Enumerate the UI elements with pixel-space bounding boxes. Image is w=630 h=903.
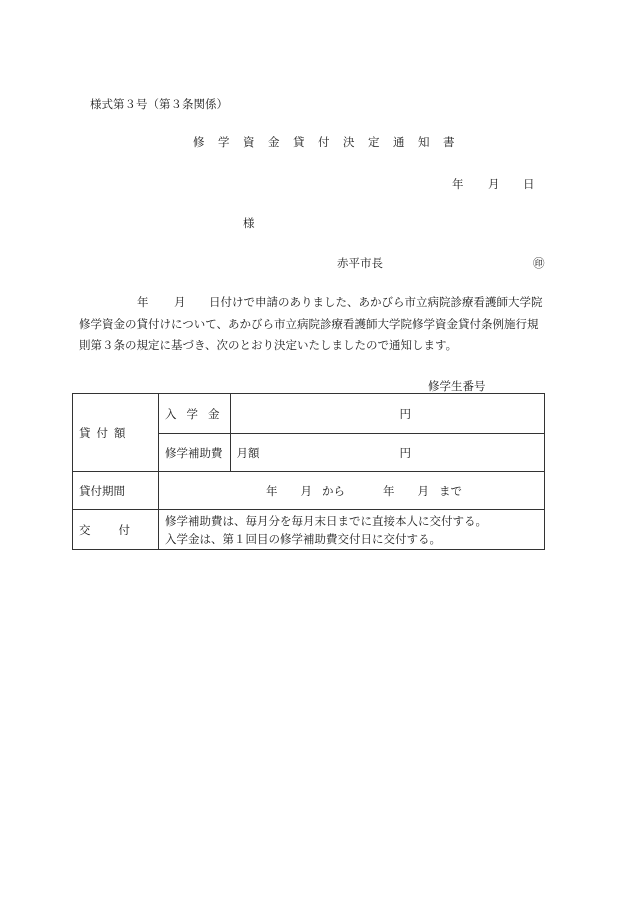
date-day: 日 <box>523 177 535 191</box>
seal-mark: ㊞ <box>533 256 545 270</box>
admission-fee-value: 円 <box>230 394 545 434</box>
document-title: 修学資金貸付決定通知書 <box>193 135 468 149</box>
study-aid-label: 修学補助費 <box>159 434 231 472</box>
admission-fee-label: 入学金 <box>159 394 231 434</box>
body-line-2: 修学資金の貸付けについて、あかびら市立病院診療看護師大学院修学資金貸付条例施行規 <box>79 317 539 331</box>
delivery-notes <box>159 510 545 550</box>
date-year: 年 <box>452 177 464 191</box>
delivery-line-1: 修学補助費は、毎月分を毎月末日までに直接本人に交付する。 <box>165 514 487 528</box>
study-aid-value <box>230 434 545 472</box>
body-month: 月 <box>174 295 186 309</box>
loan-period-label: 貸付期間 <box>73 472 159 510</box>
date-month: 月 <box>488 177 500 191</box>
period-until: まで <box>439 483 462 498</box>
period-year-1: 年 <box>266 483 278 498</box>
loan-amount-label: 貸付額 <box>73 394 159 472</box>
body-line-1: 日付けで申請のありました、あかびら市立病院診療看護師大学院 <box>209 295 543 309</box>
delivery-label: 交付 <box>73 510 159 550</box>
monthly-label: 月額 <box>236 445 260 460</box>
student-number-field <box>428 378 545 394</box>
addressee-suffix: 様 <box>243 216 255 230</box>
study-aid-unit: 円 <box>399 445 411 460</box>
period-month-2: 月 <box>417 483 429 498</box>
loan-details-table <box>72 393 545 550</box>
period-from: から <box>322 483 345 498</box>
period-year-2: 年 <box>383 483 395 498</box>
student-number-label: 修学生番号 <box>428 379 486 393</box>
period-month-1: 月 <box>300 483 312 498</box>
delivery-line-2: 入学金は、第１回目の修学補助費交付日に交付する。 <box>165 532 441 546</box>
form-number: 様式第３号（第３条関係） <box>90 97 228 111</box>
body-line-3: 則第３条の規定に基づき、次のとおり決定いたしましたので通知します。 <box>79 338 458 352</box>
body-year: 年 <box>137 295 149 309</box>
issuer-name: 赤平市長 <box>337 256 383 270</box>
loan-period-value <box>159 472 545 510</box>
